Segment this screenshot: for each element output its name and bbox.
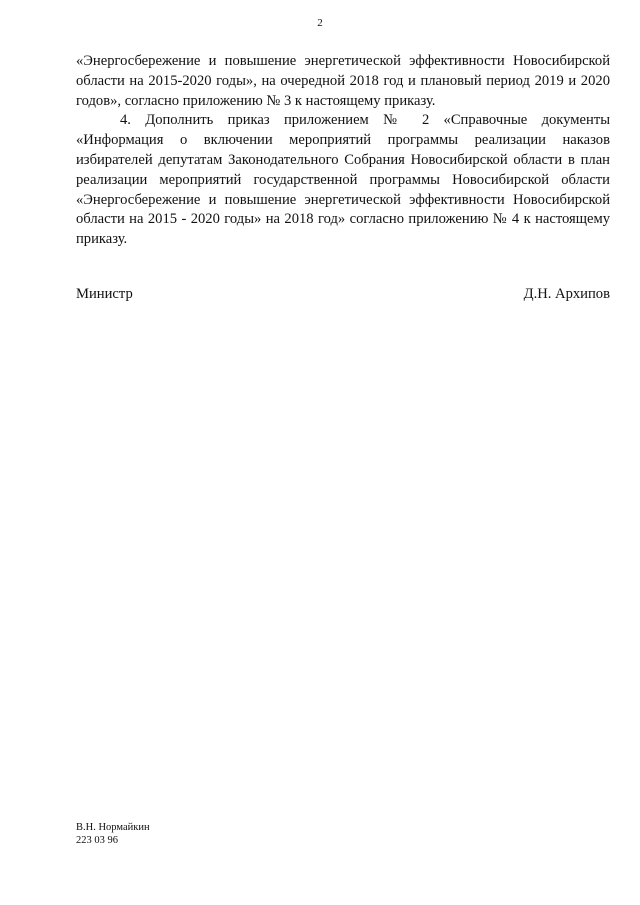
signatory-position: Министр (76, 286, 133, 302)
executor-info (76, 821, 150, 847)
page-number: 2 (317, 17, 323, 29)
document-body (76, 52, 610, 250)
signatory-name: Д.Н. Архипов (523, 286, 610, 302)
paragraph-continuation: «Энергосбережение и повышение энергетической эффективности Новосибирской области на 2015-2020 годы», на очередной 2018 год и плановый период 2019 и 2020 годов», согласно приложению № 3 к настоящему приказу. (76, 53, 610, 109)
paragraph-item-4: 4. Дополнить приказ приложением № 2 «Справочные документы «Информация о включении мероприятий программы реализации наказов избирателей депутатам Законодательного Собрания Новосибирской области в план реализации мероприятий государственной программы Новосибирской области «Энергосбережение и повышение энергетической эффективности Новосибирской области на 2015 - 2020 годы» на 2018 год» согласно приложению № 4 к настоящему приказу. (76, 112, 610, 248)
signature-block (76, 285, 610, 304)
executor-phone: 223 03 96 (76, 835, 118, 846)
executor-name: В.Н. Нормайкин (76, 822, 150, 833)
